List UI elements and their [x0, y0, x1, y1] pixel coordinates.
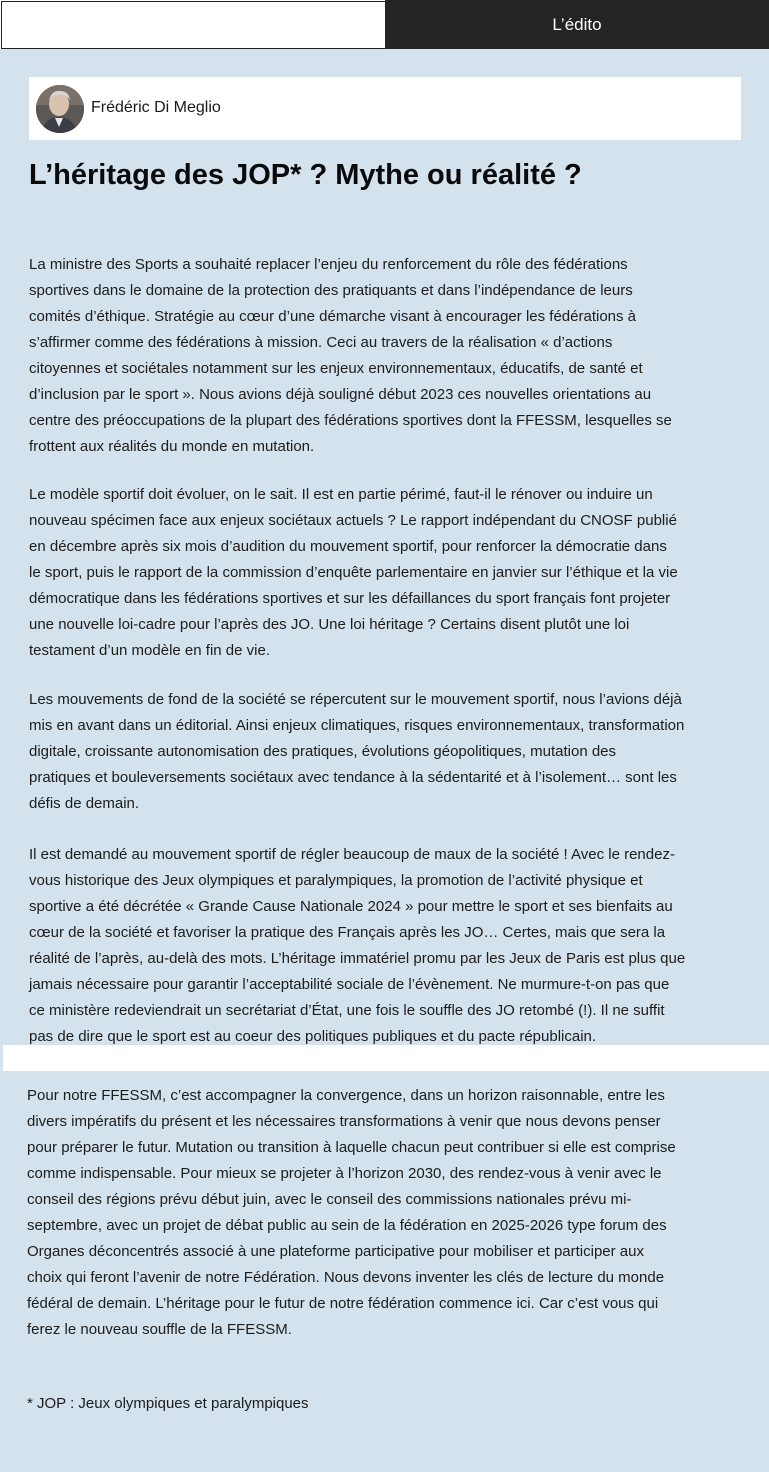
text-line: défis de demain.: [29, 795, 140, 812]
text-line: centre des préoccupations de la plupart des fédérations sportives dont la FFESSM, lesquelles se: [29, 412, 672, 429]
text-line: vous historique des Jeux olympiques et paralympiques, la promotion de l’activité physique et: [29, 872, 643, 889]
tab-edito[interactable]: L’édito: [385, 0, 769, 49]
text-line: ce ministère redeviendrait un secrétariat d’État, une fois le souffle des JO retombé (!). Il ne suffit: [29, 1002, 665, 1019]
text-line: démocratique dans les fédérations sportives et sur les défaillances du sport français font projeter: [29, 590, 671, 607]
text-line: Les mouvements de fond de la société se répercutent sur le mouvement sportif, nous l’avions déjà: [29, 691, 682, 708]
text-line: Organes déconcentrés associé à une plateforme participative pour mobiliser et participer aux: [27, 1243, 644, 1260]
text-line: septembre, avec un projet de débat public au sein de la fédération en 2025-2026 type forum des: [27, 1217, 667, 1234]
text-line: mis en avant dans un éditorial. Ainsi enjeux climatiques, risques environnementaux, transformation: [29, 717, 685, 734]
text-line: testament d’un modèle en fin de vie.: [29, 642, 270, 659]
panel-edge: [0, 1045, 3, 1071]
article-title: L’héritage des JOP* ? Mythe ou réalité ?: [29, 159, 582, 191]
text-line: en décembre après six mois d’audition du mouvement sportif, pour renforcer la démocratie dans: [29, 538, 667, 555]
avatar: [36, 85, 84, 133]
author-card: [29, 77, 741, 140]
text-line: sportives dans le domaine de la protection des pratiquants et dans l’indépendance de leurs: [29, 282, 633, 299]
text-line: jamais nécessaire pour garantir l’acceptabilité sociale de l’évènement. Ne murmure-t-on pas que: [29, 976, 670, 993]
paragraph-5: [27, 1083, 739, 1343]
paragraph-3: [29, 687, 741, 817]
paragraph-4: [29, 842, 741, 1050]
text-line: choix qui feront l’avenir de notre Fédération. Nous devons inventer les clés de lecture du monde: [27, 1269, 665, 1286]
text-line: La ministre des Sports a souhaité replacer l’enjeu du renforcement du rôle des fédérations: [29, 256, 628, 273]
text-line: fédéral de demain. L’héritage pour le futur de notre fédération commence ici. Car c’est vous qui: [27, 1295, 659, 1312]
text-line: comités d’éthique. Stratégie au cœur d’une démarche visant à encourager les fédérations à: [29, 308, 637, 325]
text-line: pas de dire que le sport est au coeur des politiques publiques et du pacte républicain.: [29, 1028, 597, 1045]
text-line: comme indispensable. Pour mieux se projeter à l’horizon 2030, des rendez-vous à venir avec le: [27, 1165, 662, 1182]
text-line: ferez le nouveau souffle de la FFESSM.: [27, 1321, 292, 1338]
author-portrait-icon: [36, 85, 84, 133]
text-line: divers impératifs du présent et les nécessaires transformations à venir que nous devons penser: [27, 1113, 661, 1130]
text-line: citoyennes et sociétales notamment sur les enjeux environnementaux, éducatifs, de santé et: [29, 360, 643, 377]
text-line: cœur de la société et favoriser la pratique des Français après les JO… Certes, mais que sera la: [29, 924, 666, 941]
text-line: le sport, puis le rapport de la commission d’enquête parlementaire en janvier sur l’éthique et la vie: [29, 564, 678, 581]
text-line: d’inclusion par le sport ». Nous avions déjà souligné début 2023 ces nouvelles orientations au: [29, 386, 652, 403]
text-line: Pour notre FFESSM, c’est accompagner la convergence, dans un horizon raisonnable, entre les: [27, 1087, 665, 1104]
paragraph-2: [29, 482, 741, 664]
text-line: Il est demandé au mouvement sportif de régler beaucoup de maux de la société ! Avec le rendez-: [29, 846, 675, 863]
text-line: réalité de l’après, au-delà des mots. L’héritage immatériel promu par les Jeux de Paris est plus que: [29, 950, 686, 967]
section-gap: [0, 1045, 769, 1071]
paragraph-1: [29, 252, 741, 460]
text-line: Le modèle sportif doit évoluer, on le sait. Il est en partie périmé, faut-il le rénover ou induire un: [29, 486, 653, 503]
text-line: digitale, croissante autonomisation des pratiques, évolutions géopolitiques, mutation des: [29, 743, 617, 760]
footnote: [27, 1391, 739, 1417]
top-tab-bar: [0, 0, 769, 50]
text-line: frottent aux réalités du monde en mutation.: [29, 438, 315, 455]
author-name: Frédéric Di Meglio: [91, 99, 221, 116]
text-line: nouveau spécimen face aux enjeux sociétaux actuels ? Le rapport indépendant du CNOSF publié: [29, 512, 677, 529]
text-line: s’affirmer comme des fédérations à mission. Ceci au travers de la réalisation « d’actions: [29, 334, 613, 351]
footnote-text: * JOP : Jeux olympiques et paralympiques: [27, 1395, 309, 1412]
text-line: pratiques et bouleversements sociétaux avec tendance à la sédentarité et à l’isolement… sont les: [29, 769, 677, 786]
text-line: pour préparer le futur. Mutation ou transition à laquelle chacun peut contribuer si elle est comprise: [27, 1139, 676, 1156]
text-line: conseil des régions prévu début juin, avec le conseil des commissions nationales prévu mi-: [27, 1191, 632, 1208]
article-panel-continued: [3, 1071, 768, 1472]
tab-blank[interactable]: [1, 1, 386, 49]
text-line: une nouvelle loi-cadre pour l’après des JO. Une loi héritage ? Certains disent plutôt une loi: [29, 616, 630, 633]
text-line: sportive a été décrétée « Grande Cause Nationale 2024 » pour mettre le sport et ses bienfaits au: [29, 898, 673, 915]
